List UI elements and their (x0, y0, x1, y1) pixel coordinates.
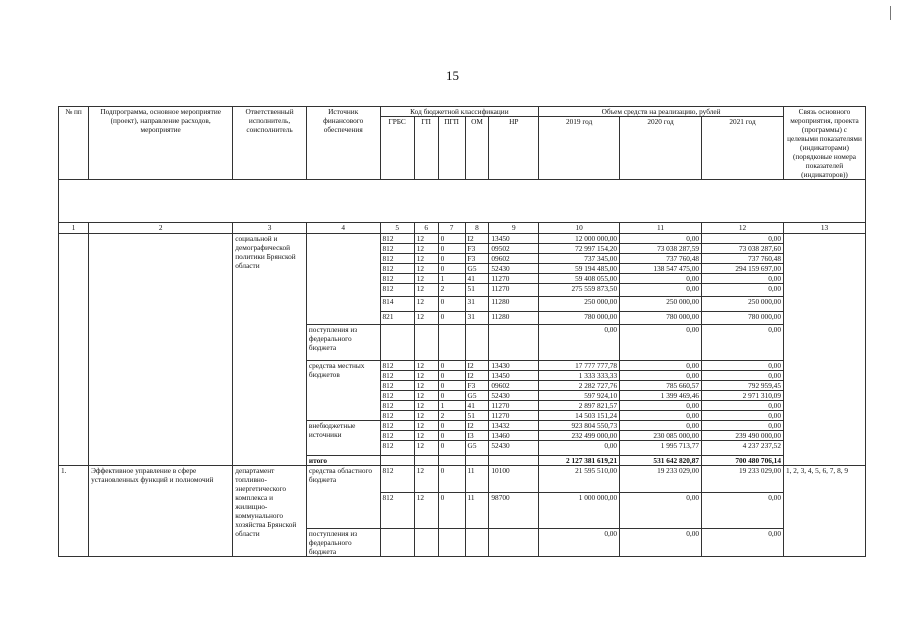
nr-cell: 13450 (489, 371, 539, 381)
nr-cell: 13430 (489, 361, 539, 371)
subprogram-cell: Эффективное управление в сфере установленных функций и полномочий (89, 466, 233, 557)
amount-2021-cell: 294 159 697,00 (702, 264, 784, 274)
pgp-cell: 0 (438, 254, 465, 264)
amount-2020-cell: 785 660,57 (620, 381, 702, 391)
pgp-cell: 0 (438, 431, 465, 441)
grbs-cell: 812 (380, 466, 414, 493)
amount-2021-cell: 737 760,48 (702, 254, 784, 264)
header-budget-code: Код бюджетной классификации (380, 107, 539, 117)
amount-2019-cell: 0,00 (539, 325, 620, 361)
budget-table (58, 106, 866, 557)
amount-2021-cell: 780 000,00 (702, 312, 784, 325)
header-source: Источник финансового обеспечения (306, 107, 380, 180)
amount-2020-cell: 0,00 (620, 284, 702, 297)
header-nr: НР (489, 117, 539, 180)
amount-2020-cell: 780 000,00 (620, 312, 702, 325)
total-2021-cell: 700 480 706,14 (702, 456, 784, 466)
om-cell: I3 (465, 431, 489, 441)
om-cell: 31 (465, 312, 489, 325)
grbs-cell: 812 (380, 381, 414, 391)
grbs-cell: 812 (380, 421, 414, 431)
total-2020-cell: 531 642 820,87 (620, 456, 702, 466)
amount-2021-cell: 19 233 029,00 (702, 466, 784, 493)
header-gp: ГП (414, 117, 438, 180)
gp-cell: 12 (414, 254, 438, 264)
amount-2021-cell: 239 490 000,00 (702, 431, 784, 441)
om-cell: 51 (465, 284, 489, 297)
amount-2019-cell: 275 559 873,50 (539, 284, 620, 297)
pgp-cell: 0 (438, 421, 465, 431)
header-pgp: ПГП (438, 117, 465, 180)
om-cell: F3 (465, 244, 489, 254)
header-om: ОМ (465, 117, 489, 180)
nr-cell: 52430 (489, 441, 539, 456)
amount-2019-cell: 72 997 154,20 (539, 244, 620, 254)
amount-2021-cell: 0,00 (702, 493, 784, 529)
amount-2020-cell: 0,00 (620, 234, 702, 244)
total-label: итого (306, 456, 380, 466)
grbs-cell: 812 (380, 284, 414, 297)
indicator-cell (783, 234, 865, 466)
table-row (59, 466, 866, 493)
amount-2019-cell: 1 000 000,00 (539, 493, 620, 529)
amount-2021-cell: 250 000,00 (702, 297, 784, 312)
pgp-cell: 0 (438, 381, 465, 391)
pgp-cell: 1 (438, 274, 465, 284)
header-subprogram: Подпрограмма, основное мероприятие (проект), направление расходов, мероприятие (89, 107, 233, 180)
om-cell: G5 (465, 264, 489, 274)
pgp-cell: 0 (438, 371, 465, 381)
grbs-cell: 812 (380, 441, 414, 456)
source-cell (306, 234, 380, 325)
amount-2019-cell: 2 282 727,76 (539, 381, 620, 391)
amount-2021-cell: 4 237 237,52 (702, 441, 784, 456)
num-cell: 1. (59, 466, 89, 557)
grbs-cell: 812 (380, 254, 414, 264)
pgp-cell: 0 (438, 391, 465, 401)
gp-cell: 12 (414, 312, 438, 325)
code-cell (438, 325, 465, 361)
amount-2020-cell: 1 995 713,77 (620, 441, 702, 456)
amount-2019-cell: 232 499 000,00 (539, 431, 620, 441)
amount-2020-cell: 737 760,48 (620, 254, 702, 264)
nr-cell: 11270 (489, 274, 539, 284)
gp-cell: 12 (414, 441, 438, 456)
pgp-cell: 0 (438, 244, 465, 254)
nr-cell: 10100 (489, 466, 539, 493)
amount-2019-cell: 12 000 000,00 (539, 234, 620, 244)
amount-2020-cell: 230 085 000,00 (620, 431, 702, 441)
grbs-cell: 812 (380, 244, 414, 254)
amount-2020-cell: 0,00 (620, 529, 702, 557)
om-cell: 41 (465, 401, 489, 411)
amount-2019-cell: 780 000,00 (539, 312, 620, 325)
code-cell (380, 456, 414, 466)
responsible-cell: социальной и демографической политики Брянской области (233, 234, 307, 466)
nr-cell: 11270 (489, 411, 539, 421)
amount-2020-cell: 19 233 029,00 (620, 466, 702, 493)
amount-2019-cell: 0,00 (539, 441, 620, 456)
source-cell: поступления из федерального бюджета (306, 325, 380, 361)
om-cell: I2 (465, 421, 489, 431)
index-row: 1 2 3 4 5 6 7 8 9 10 11 12 13 (59, 223, 866, 234)
header-2021: 2021 год (702, 117, 784, 180)
grbs-cell: 821 (380, 312, 414, 325)
nr-cell: 13432 (489, 421, 539, 431)
table-row (59, 234, 866, 244)
grbs-cell: 812 (380, 431, 414, 441)
om-cell: 41 (465, 274, 489, 284)
nr-cell: 52430 (489, 391, 539, 401)
grbs-cell: 812 (380, 361, 414, 371)
grbs-cell: 812 (380, 371, 414, 381)
source-cell: средства местных бюджетов (306, 361, 380, 421)
source-cell: поступления из федерального бюджета (306, 529, 380, 557)
pgp-cell: 0 (438, 297, 465, 312)
amount-2019-cell: 14 503 151,24 (539, 411, 620, 421)
amount-2021-cell: 2 971 310,09 (702, 391, 784, 401)
gp-cell: 12 (414, 466, 438, 493)
code-cell (414, 529, 438, 557)
indicator-cell: 1, 2, 3, 4, 5, 6, 7, 8, 9 (783, 466, 865, 557)
om-cell: F3 (465, 381, 489, 391)
amount-2020-cell: 138 547 475,00 (620, 264, 702, 274)
gp-cell: 12 (414, 401, 438, 411)
code-cell (489, 456, 539, 466)
pgp-cell: 1 (438, 401, 465, 411)
edge-mark (890, 6, 891, 20)
header-num: № пп (59, 107, 89, 180)
amount-2019-cell: 59 194 485,00 (539, 264, 620, 274)
gp-cell: 12 (414, 431, 438, 441)
code-cell (465, 456, 489, 466)
header-volume: Объем средств на реализацию, рублей (539, 107, 784, 117)
amount-2020-cell: 0,00 (620, 274, 702, 284)
om-cell: G5 (465, 391, 489, 401)
amount-2021-cell: 0,00 (702, 274, 784, 284)
code-cell (414, 456, 438, 466)
gp-cell: 12 (414, 381, 438, 391)
om-cell: I2 (465, 234, 489, 244)
om-cell: F3 (465, 254, 489, 264)
grbs-cell: 812 (380, 493, 414, 529)
nr-cell: 52430 (489, 264, 539, 274)
gp-cell: 12 (414, 361, 438, 371)
amount-2021-cell: 0,00 (702, 284, 784, 297)
code-cell (489, 529, 539, 557)
code-cell (465, 529, 489, 557)
amount-2019-cell: 0,00 (539, 529, 620, 557)
amount-2019-cell: 17 777 777,78 (539, 361, 620, 371)
page-number: 15 (446, 68, 459, 83)
grbs-cell: 812 (380, 274, 414, 284)
source-cell: внебюджетные источники (306, 421, 380, 456)
pgp-cell: 0 (438, 312, 465, 325)
grbs-cell: 812 (380, 391, 414, 401)
pgp-cell: 0 (438, 466, 465, 493)
amount-2019-cell: 2 897 821,57 (539, 401, 620, 411)
nr-cell: 11280 (489, 312, 539, 325)
header-2019: 2019 год (539, 117, 620, 180)
total-2019-cell: 2 127 381 619,21 (539, 456, 620, 466)
amount-2019-cell: 59 408 055,00 (539, 274, 620, 284)
pgp-cell: 0 (438, 264, 465, 274)
amount-2019-cell: 250 000,00 (539, 297, 620, 312)
pgp-cell: 0 (438, 441, 465, 456)
gp-cell: 12 (414, 244, 438, 254)
nr-cell: 09502 (489, 244, 539, 254)
nr-cell: 09602 (489, 381, 539, 391)
gp-cell: 12 (414, 411, 438, 421)
code-cell (380, 529, 414, 557)
gp-cell: 12 (414, 264, 438, 274)
om-cell: 51 (465, 411, 489, 421)
amount-2019-cell: 21 595 510,00 (539, 466, 620, 493)
om-cell: 11 (465, 466, 489, 493)
responsible-cell: департамент топливно-энергетического комплекса и жилищно-коммунального хозяйства Брянской области (233, 466, 307, 557)
amount-2020-cell: 0,00 (620, 361, 702, 371)
gp-cell: 12 (414, 371, 438, 381)
amount-2021-cell: 0,00 (702, 411, 784, 421)
amount-2021-cell: 0,00 (702, 361, 784, 371)
header-grbs: ГРБС (380, 117, 414, 180)
amount-2020-cell: 0,00 (620, 371, 702, 381)
gp-cell: 12 (414, 234, 438, 244)
pgp-cell: 0 (438, 234, 465, 244)
grbs-cell: 812 (380, 411, 414, 421)
code-cell (414, 325, 438, 361)
grbs-cell: 812 (380, 401, 414, 411)
gp-cell: 12 (414, 391, 438, 401)
amount-2019-cell: 1 333 333,33 (539, 371, 620, 381)
om-cell: I2 (465, 371, 489, 381)
gp-cell: 12 (414, 297, 438, 312)
amount-2020-cell: 0,00 (620, 325, 702, 361)
amount-2021-cell: 0,00 (702, 401, 784, 411)
amount-2020-cell: 0,00 (620, 411, 702, 421)
gp-cell: 12 (414, 493, 438, 529)
amount-2021-cell: 0,00 (702, 421, 784, 431)
amount-2020-cell: 250 000,00 (620, 297, 702, 312)
code-cell (438, 456, 465, 466)
om-cell: 11 (465, 493, 489, 529)
num-cell (59, 234, 89, 466)
om-cell: 31 (465, 297, 489, 312)
amount-2021-cell: 73 038 287,60 (702, 244, 784, 254)
amount-2020-cell: 73 038 287,59 (620, 244, 702, 254)
nr-cell: 13460 (489, 431, 539, 441)
amount-2019-cell: 597 924,10 (539, 391, 620, 401)
pgp-cell: 0 (438, 361, 465, 371)
header-responsible: Ответственный исполнитель, соисполнитель (233, 107, 307, 180)
source-cell: средства областного бюджета (306, 466, 380, 529)
grbs-cell: 812 (380, 264, 414, 274)
code-cell (489, 325, 539, 361)
nr-cell: 13450 (489, 234, 539, 244)
amount-2020-cell: 1 399 469,46 (620, 391, 702, 401)
subprogram-cell (89, 234, 233, 466)
amount-2021-cell: 0,00 (702, 234, 784, 244)
amount-2021-cell: 0,00 (702, 529, 784, 557)
header-2020: 2020 год (620, 117, 702, 180)
om-cell: G5 (465, 441, 489, 456)
nr-cell: 11280 (489, 297, 539, 312)
gp-cell: 12 (414, 421, 438, 431)
amount-2020-cell: 0,00 (620, 493, 702, 529)
grbs-cell: 812 (380, 234, 414, 244)
code-cell (380, 325, 414, 361)
header-link: Связь основного мероприятия, проекта (программы) с целевыми показателями (индикаторами) (порядковые номера показателей (индикаторов)) (783, 107, 865, 180)
amount-2021-cell: 792 959,45 (702, 381, 784, 391)
nr-cell: 11270 (489, 401, 539, 411)
nr-cell: 11270 (489, 284, 539, 297)
gp-cell: 12 (414, 274, 438, 284)
nr-cell: 98700 (489, 493, 539, 529)
pgp-cell: 0 (438, 493, 465, 529)
amount-2019-cell: 737 345,00 (539, 254, 620, 264)
pgp-cell: 2 (438, 284, 465, 297)
amount-2021-cell: 0,00 (702, 371, 784, 381)
amount-2021-cell: 0,00 (702, 325, 784, 361)
amount-2020-cell: 0,00 (620, 401, 702, 411)
amount-2019-cell: 923 804 550,73 (539, 421, 620, 431)
amount-2020-cell: 0,00 (620, 421, 702, 431)
nr-cell: 09602 (489, 254, 539, 264)
gp-cell: 12 (414, 284, 438, 297)
pgp-cell: 2 (438, 411, 465, 421)
code-cell (438, 529, 465, 557)
code-cell (465, 325, 489, 361)
om-cell: I2 (465, 361, 489, 371)
grbs-cell: 814 (380, 297, 414, 312)
